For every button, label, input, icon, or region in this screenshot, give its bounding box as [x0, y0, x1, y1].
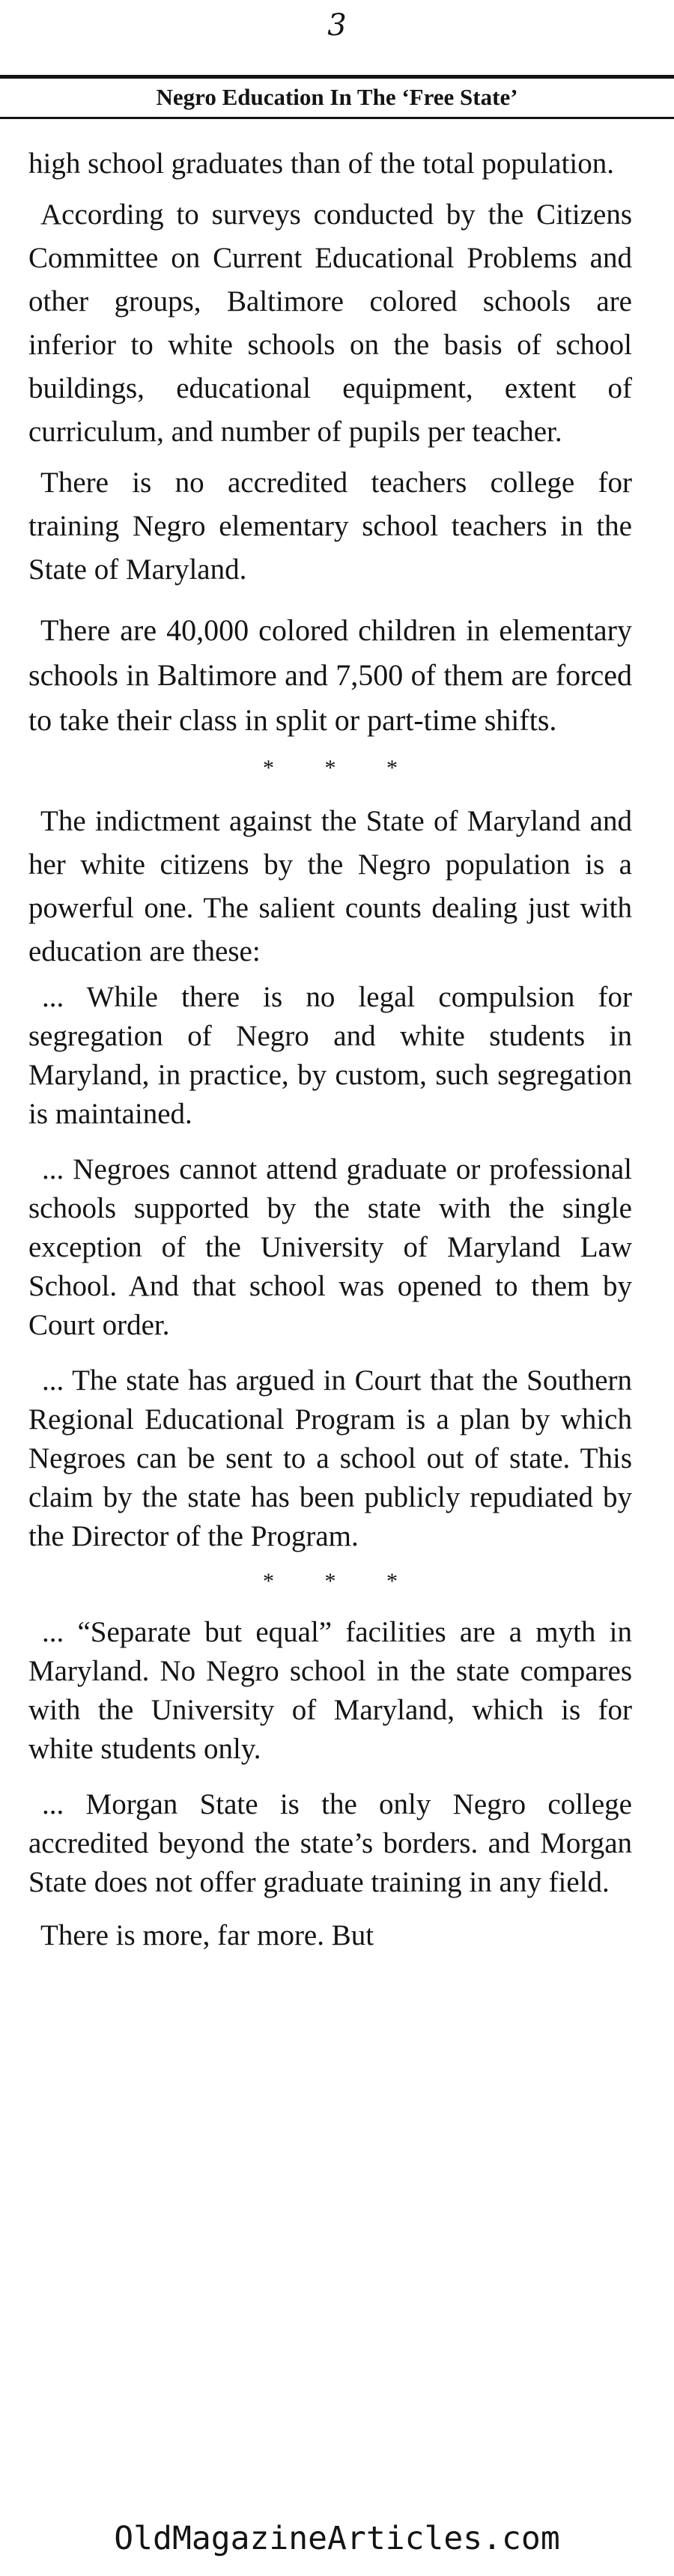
paragraph-indictment: The indictment against the State of Maryland and her white citizens by the Negro population is a powerful one. The salient counts dealing just with education are these: — [28, 805, 632, 967]
article-column — [28, 142, 632, 1957]
count-morgan-state: ... Morgan State is the only Negro college accredited beyond the state’s borders. and Morgan State does not offer graduate training in any field. — [28, 1788, 632, 1898]
count-segregation: ... While there is no legal compulsion for segregation of Negro and white students in Maryland, in practice, by custom, such segregation is maintained. — [28, 981, 632, 1130]
paragraph-there-is-more: There is more, far more. But — [40, 1919, 374, 1951]
header-rule-top — [0, 75, 674, 79]
paragraph-surveys: According to surveys conducted by the Citizens Committee on Current Educational Problems and other groups, Baltimore colored schools are inferior to white schools on the basis of school buildings, educational equipment, extent of curriculum, and number of pupils per teacher. — [28, 198, 632, 448]
section-break: * * * — [263, 756, 420, 780]
paragraph-continued: high school graduates than of the total population. — [28, 148, 614, 180]
section-break: * * * — [263, 1569, 420, 1594]
running-head: Negro Education In The ‘Free State’ — [156, 84, 518, 110]
header-rule-bottom — [0, 117, 674, 119]
count-graduate-schools: ... Negroes cannot attend graduate or professional schools supported by the state with the single exception of the University of Maryland Law School. And that school was opened to them by Court order. — [28, 1153, 632, 1341]
site-watermark: OldMagazineArticles.com — [114, 2520, 560, 2557]
page-number: 3 — [327, 8, 347, 43]
paragraph-teachers-college: There is no accredited teachers college for training Negro elementary school teachers in the State of Maryland. — [28, 467, 632, 586]
count-regional-program: ... The state has argued in Court that the Southern Regional Educational Program is a plan by which Negroes can be sent to a school out of state. This claim by the state has been publicly repudiated by the Director of the Program. — [28, 1364, 632, 1552]
count-separate-but-equal: ... “Separate but equal” facilities are a myth in Maryland. No Negro school in the state compares with the University of Maryland, which is for white students only. — [28, 1616, 632, 1765]
paragraph-colored-children: There are 40,000 colored children in elementary schools in Baltimore and 7,500 of them are forced to take their class in split or part-time shifts. — [28, 613, 632, 737]
